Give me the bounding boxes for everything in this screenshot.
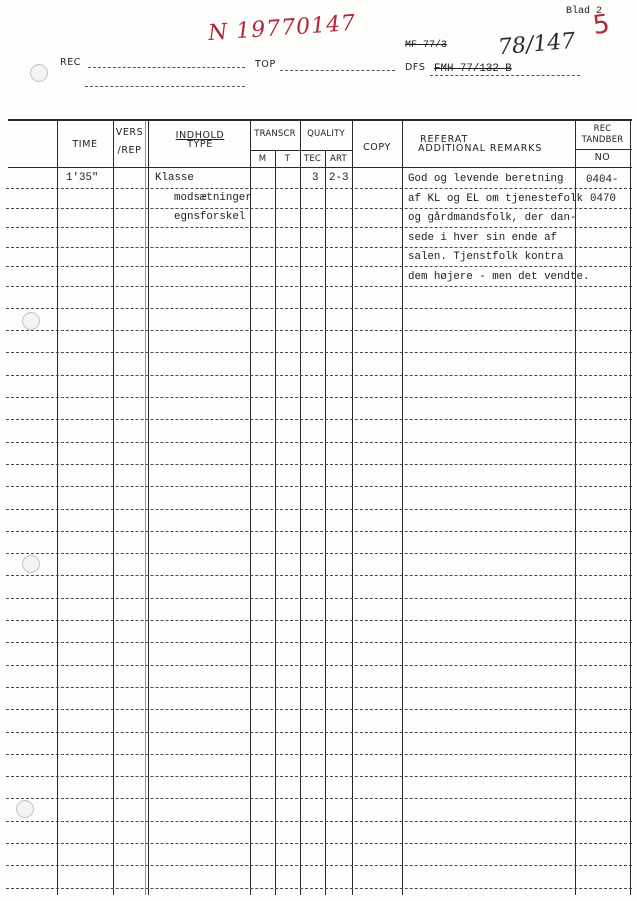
column-divider <box>57 119 58 895</box>
column-divider <box>148 119 149 895</box>
column-divider <box>575 119 576 895</box>
col-header-time: TIME <box>72 139 98 150</box>
row-line <box>6 531 632 532</box>
rec-field-line <box>88 67 245 68</box>
col-header-m: M <box>258 154 267 164</box>
row-line <box>6 665 632 666</box>
row-line <box>6 308 632 309</box>
col-header-quality: QUALITY <box>307 129 345 139</box>
table-top-rule <box>8 119 632 121</box>
row-line <box>6 227 632 228</box>
row-line <box>6 888 632 889</box>
row-line <box>6 732 632 733</box>
entry-type-line: modsætninger <box>174 192 252 204</box>
row-line <box>6 486 632 487</box>
col-header-art: ART <box>330 154 347 164</box>
row-line <box>6 798 632 799</box>
punch-hole <box>30 64 48 82</box>
entry-remarks-line: dem højere - men det vendte. <box>408 270 590 283</box>
punch-hole <box>16 800 34 818</box>
col-header-tandber: TANDBER <box>581 135 624 145</box>
punch-hole <box>22 555 40 573</box>
column-divider <box>250 119 251 895</box>
col-header-referat: REFERAT <box>420 134 469 145</box>
fmh-reference-struck: FMH 77/132 B <box>434 63 512 75</box>
entry-remarks-line: God og levende beretning <box>408 173 564 185</box>
row-line <box>6 598 632 599</box>
row-line <box>6 821 632 822</box>
row-line <box>6 553 632 554</box>
row-line <box>6 642 632 643</box>
column-divider <box>325 150 326 895</box>
punch-hole <box>22 312 40 330</box>
col-header-indhold: INDHOLD <box>175 130 225 141</box>
row-line <box>6 419 632 420</box>
row-line <box>6 464 632 465</box>
rec-field-line-2 <box>85 86 245 87</box>
row-line <box>6 754 632 755</box>
mf-reference-struck: MF 77/3 <box>405 40 448 51</box>
sheet-number-handwritten: 5 <box>590 8 612 42</box>
handwritten-reference: 78/147 <box>497 28 577 61</box>
col-header-additional-remarks: ADDITIONAL REMARKS <box>418 143 543 154</box>
rec-field-label: REC <box>60 57 82 68</box>
column-divider <box>300 119 301 895</box>
row-line <box>6 865 632 866</box>
entry-art: 2-3 <box>329 172 349 184</box>
col-header-vers: VERS <box>115 127 144 138</box>
entry-remarks-line: sede i hver sin ende af <box>408 231 558 244</box>
col-header-rec: REC <box>593 124 612 134</box>
entry-type-line: egnsforskel <box>174 211 246 223</box>
sheet-label: Blad 2 <box>566 6 603 17</box>
column-divider <box>402 119 403 895</box>
col-header-tec: TEC <box>303 154 322 164</box>
row-line <box>6 266 632 267</box>
dfs-field-line <box>430 75 580 76</box>
row-line <box>6 687 632 688</box>
entry-remarks-line: salen. Tjenstfolk kontra <box>408 251 564 263</box>
entry-rec-no: 0470 <box>590 193 616 205</box>
dfs-field-label: DFS <box>405 62 426 73</box>
row-line <box>6 247 632 248</box>
row-line <box>6 286 632 287</box>
rec-sub-rule <box>575 149 632 150</box>
archive-number-handwritten: N 19770147 <box>207 10 357 47</box>
row-line <box>6 188 632 189</box>
entry-remarks-line: af KL og EL om tjenestefolk <box>408 192 583 205</box>
col-header-rep: /REP <box>117 145 142 156</box>
row-line <box>6 709 632 710</box>
col-header-t: T <box>284 154 291 164</box>
row-line <box>6 397 632 398</box>
row-line <box>6 442 632 443</box>
col-header-type: TYPE <box>187 139 213 150</box>
row-line <box>6 843 632 844</box>
entry-remarks-line: og gårdmandsfolk, der dan- <box>408 212 577 224</box>
column-divider <box>275 150 276 895</box>
row-line <box>6 330 632 331</box>
col-header-transcr: TRANSCR <box>254 129 296 139</box>
row-line <box>6 208 632 209</box>
row-line <box>6 575 632 576</box>
entry-type-line: Klasse <box>155 172 194 184</box>
entry-tec: 3 <box>312 172 319 184</box>
column-divider <box>145 119 146 895</box>
row-line <box>6 375 632 376</box>
row-line <box>6 776 632 777</box>
column-divider <box>630 119 631 895</box>
top-field-label: TOP <box>255 59 276 70</box>
top-field-line <box>280 70 395 71</box>
col-header-no: NO <box>594 152 611 163</box>
col-header-copy: COPY <box>363 142 391 153</box>
row-line <box>6 509 632 510</box>
entry-time: 1'35" <box>66 172 99 184</box>
row-line <box>6 620 632 621</box>
entry-rec-no: 0404- <box>586 174 619 186</box>
header-bottom-rule <box>8 167 632 168</box>
column-divider <box>352 119 353 895</box>
row-line <box>6 352 632 353</box>
column-divider <box>113 119 114 895</box>
